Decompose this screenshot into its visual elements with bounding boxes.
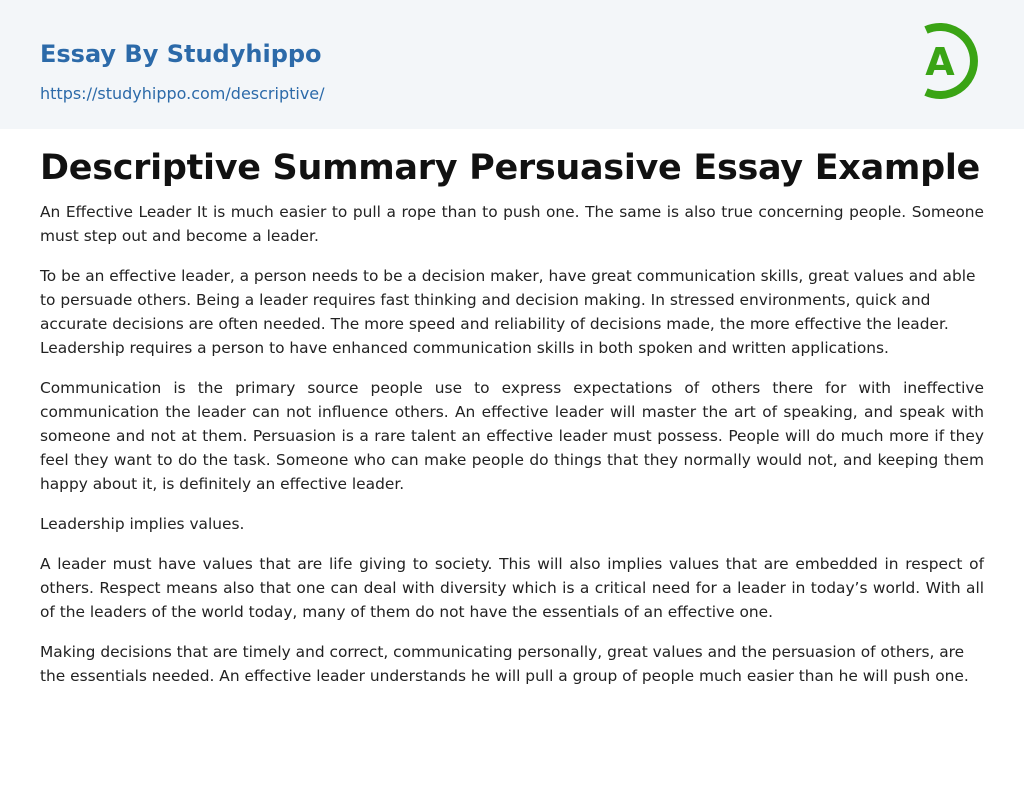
paragraph: An Effective Leader It is much easier to pull a rope than to push one. The same is also true concerning people. Someone must step out and become a leader. bbox=[40, 203, 984, 245]
paragraph: Communication is the primary source people use to express expectations of others there for with ineffective communication the leader can not influence others. An effective leader will master the art of speaking, and speak with someone and not at them. Persuasion is a rare talent an effective leader must possess. People will do much more if they feel they want to do the task. Someone who can make people do things that they normally would not, and keeping them happy about it, is definitely an effective leader. bbox=[40, 379, 984, 493]
paragraph: Leadership implies values. bbox=[40, 515, 245, 533]
site-header bbox=[0, 0, 1024, 129]
article-body bbox=[40, 200, 984, 688]
site-url-link[interactable]: https://studyhippo.com/descriptive/ bbox=[40, 84, 325, 103]
article bbox=[40, 140, 984, 704]
paragraph: Making decisions that are timely and correct, communicating personally, great values and the persuasion of others, are the essentials needed. An effective leader understands he will pull a group of people much easier than he will push one. bbox=[40, 643, 969, 685]
page-title: Descriptive Summary Persuasive Essay Example bbox=[40, 148, 980, 188]
logo-letter: A bbox=[925, 40, 955, 84]
paragraph: A leader must have values that are life giving to society. This will also implies values that are embedded in respect of others. Respect means also that one can deal with diversity which is a critical need for a leader in today’s world. With all of the leaders of the world today, many of them do not have the essentials of an effective one. bbox=[40, 555, 984, 621]
paragraph: To be an effective leader, a person needs to be a decision maker, have great communication skills, great values and able to persuade others. Being a leader requires fast thinking and decision making. In stressed environments, quick and accurate decisions are often needed. The more speed and reliability of decisions made, the more effective the leader. Leadership requires a person to have enhanced communication skills in both spoken and written applications. bbox=[40, 267, 976, 357]
site-title[interactable]: Essay By Studyhippo bbox=[40, 40, 322, 68]
studyhippo-logo-icon[interactable] bbox=[904, 16, 992, 108]
